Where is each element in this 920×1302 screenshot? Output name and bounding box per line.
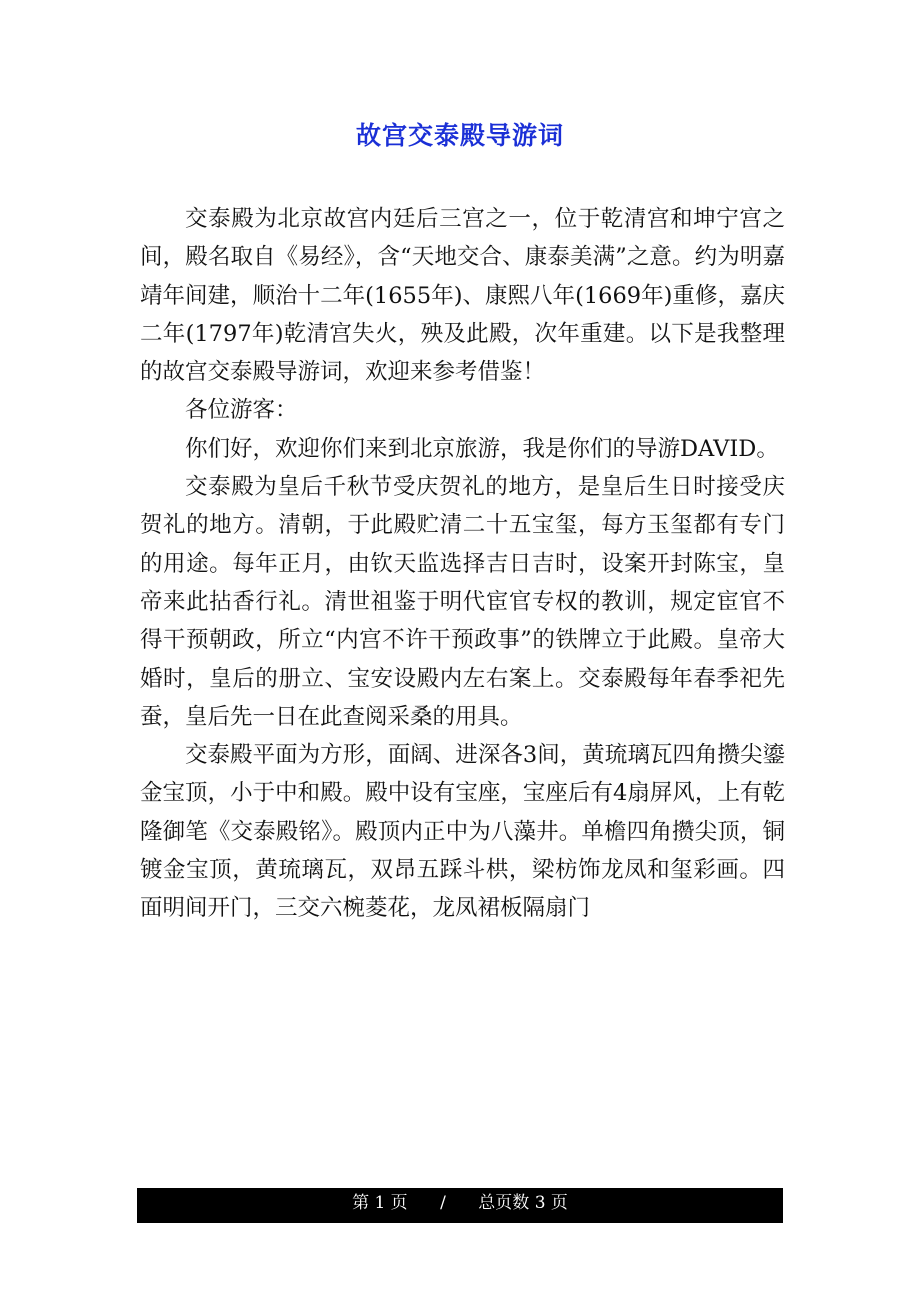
document-body [140,200,785,928]
footer-spacer-2 [446,1188,478,1223]
footer-spacer-1 [408,1188,440,1223]
paragraph-greeting: 各位游客： [185,397,298,424]
paragraph-function: 交泰殿为皇后千秋节受庆贺礼的地方，是皇后生日时接受庆贺礼的地方。清朝，于此殿贮清二十五宝玺，每方玉玺都有专门的用途。每年正月，由钦天监选择吉日吉时，设案开封陈宝，皇帝来此拈香行礼。清世祖鉴于明代宦官专权的教训，规定宦官不得干预朝政，所立“内宫不许干预政事”的铁牌立于此殿。皇帝大婚时，皇后的册立、宝安设殿内左右案上。交泰殿每年春季祀先蚕，皇后先一日在此查阅采桑的用具。 [140,474,785,730]
paragraph-architecture: 交泰殿平面为方形，面阔、进深各3间，黄琉璃瓦四角攒尖鎏金宝顶，小于中和殿。殿中设有宝座，宝座后有4扇屏风，上有乾隆御笔《交泰殿铭》。殿顶内正中为八藻井。单檐四角攒尖顶，铜镀金宝顶，黄琉璃瓦，双昂五踩斗栱，梁枋饰龙凤和玺彩画。四面明间开门，三交六椀菱花，龙凤裙板隔扇门 [140,742,785,922]
document-title: 故宫交泰殿导游词 [355,121,564,150]
page-number: 第 1 页 [352,1193,408,1213]
page-separator: / [440,1193,446,1213]
page-footer [137,1188,783,1223]
paragraph-intro: 交泰殿为北京故宫内廷后三宫之一，位于乾清宫和坤宁宫之间，殿名取自《易经》，含“天地交合、康泰美满”之意。约为明嘉靖年间建，顺治十二年(1655年)、康熙八年(1669年)重修，嘉庆二年(1797年)乾清宫失火，殃及此殿，次年重建。以下是我整理的故宫交泰殿导游词，欢迎来参考借鉴！ [140,206,785,386]
total-pages: 总页数 3 页 [478,1193,568,1213]
paragraph-welcome: 你们好，欢迎你们来到北京旅游，我是你们的导游DAVID。 [185,435,779,462]
